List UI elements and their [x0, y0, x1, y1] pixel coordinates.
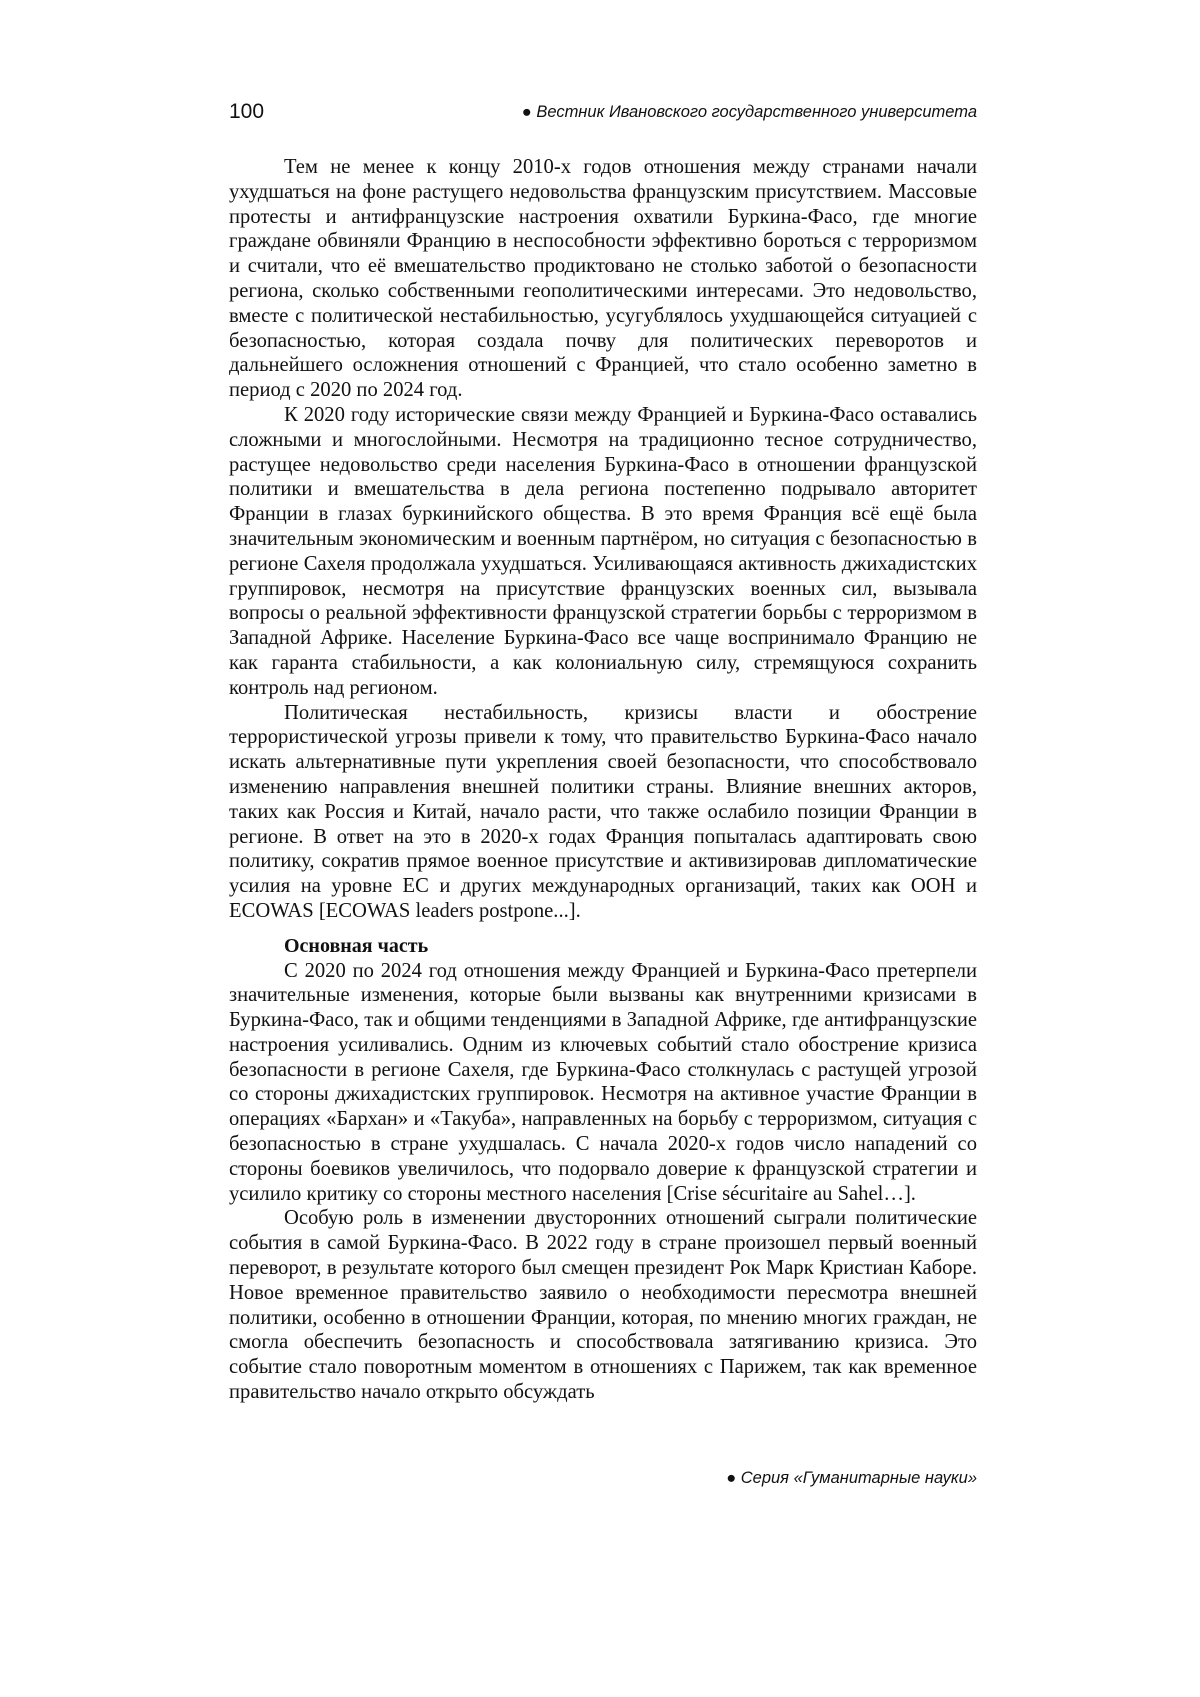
paragraph: Особую роль в изменении двусторонних отношений сыграли политические события в самой Буркина-Фасо. В 2022 году в стране произошел первый военный переворот, в результате которого был смещен президент Рок Марк Кристиан Каборе. Новое временное правительство заявило о необходимости пересмотра внешней политики, особенно в отношении Франции, которая, по мнению многих граждан, не смогла обеспечить безопасность и способствовала затягиванию кризиса. Это событие стало поворотным моментом в отношениях с Парижем, так как временное правительство начало открыто обсуждать [229, 1206, 977, 1404]
series-title: ● Серия «Гуманитарные науки» [726, 1469, 977, 1488]
paragraph: Политическая нестабильность, кризисы власти и обострение террористической угрозы привели к тому, что правительство Буркина-Фасо начало искать альтернативные пути укрепления своей безопасности, что способствовало изменению направления внешней политики страны. Влияние внешних акторов, таких как Россия и Китай, начало расти, что также ослабило позиции Франции в регионе. В ответ на это в 2020-х годах Франция попыталась адаптировать свою политику, сократив прямое военное присутствие и активизировав дипломатические усилия на уровне ЕС и других международных организаций, таких как ООН и ECOWAS [ECOWAS leaders postpone...]. [229, 701, 977, 924]
page-number: 100 [229, 100, 264, 124]
journal-title: ● Вестник Ивановского государственного университета [522, 103, 977, 122]
article-body [229, 155, 977, 1405]
paragraph: К 2020 году исторические связи между Францией и Буркина-Фасо оставались сложными и многослойными. Несмотря на традиционно тесное сотрудничество, растущее недовольство среди населения Буркина-Фасо в отношении французской политики и вмешательства в дела региона постепенно подрывало авторитет Франции в глазах буркинийского общества. В это время Франция всё ещё была значительным экономическим и военным партнёром, но ситуация с безопасностью в регионе Сахеля продолжала ухудшаться. Усиливающаяся активность джихадистских группировок, несмотря на присутствие французских военных сил, вызывала вопросы о реальной эффективности французской стратегии борьбы с терроризмом в Западной Африке. Население Буркина-Фасо все чаще воспринимало Францию не как гаранта стабильности, а как колониальную силу, стремящуюся сохранить контроль над регионом. [229, 403, 977, 701]
paragraph: С 2020 по 2024 год отношения между Францией и Буркина-Фасо претерпели значительные изменения, которые были вызваны как внутренними кризисами в Буркина-Фасо, так и общими тенденциями в Западной Африке, где антифранцузские настроения усиливались. Одним из ключевых событий стало обострение кризиса безопасности в регионе Сахеля, где Буркина-Фасо столкнулась с растущей угрозой со стороны джихадистских группировок. Несмотря на активное участие Франции в операциях «Бархан» и «Такуба», направленных на борьбу с терроризмом, ситуация с безопасностью в стране ухудшалась. С начала 2020-х годов число нападений со стороны боевиков увеличилось, что подорвало доверие к французской стратегии и усилило критику со стороны местного населения [Crise sécuritaire au Sahel…]. [229, 959, 977, 1207]
paragraph: Тем не менее к концу 2010-х годов отношения между странами начали ухудшаться на фоне растущего недовольства французским присутствием. Массовые протесты и антифранцузские настроения охватили Буркина-Фасо, где многие граждане обвиняли Францию в неспособности эффективно бороться с терроризмом и считали, что её вмешательство продиктовано не столько заботой о безопасности региона, сколько собственными геополитическими интересами. Это недовольство, вместе с политической нестабильностью, усугублялось ухудшающейся ситуацией с безопасностью, которая создала почву для политических переворотов и дальнейшего осложнения отношений с Францией, что стало особенно заметно в период с 2020 по 2024 год. [229, 155, 977, 403]
section-heading: Основная часть [229, 934, 977, 959]
